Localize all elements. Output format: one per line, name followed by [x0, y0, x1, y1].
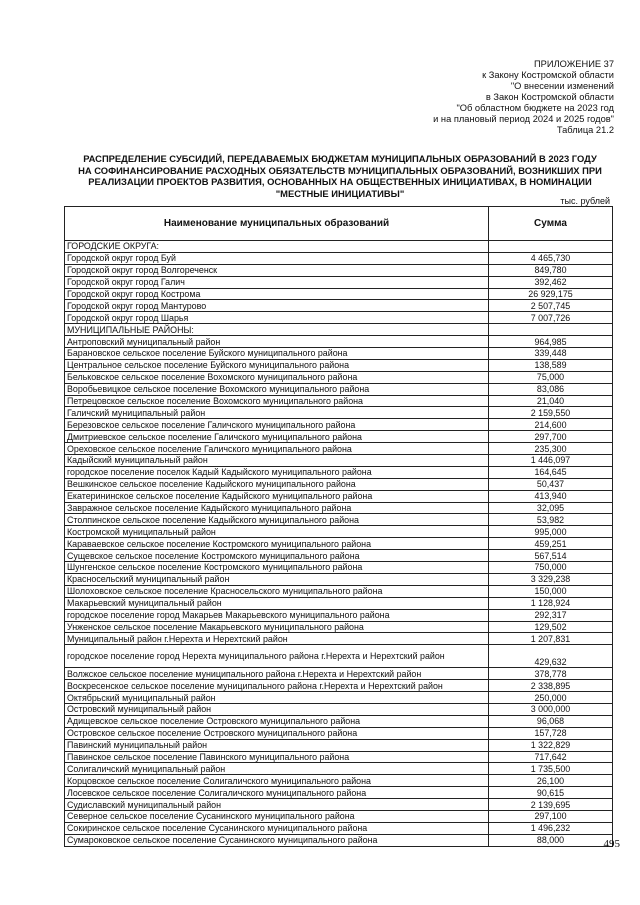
municipality-name: Завражное сельское поселение Кадыйского муниципального района [65, 502, 489, 514]
table-row [65, 502, 613, 514]
municipality-name: Ореховское сельское поселение Галичского муниципального района [65, 443, 489, 455]
municipality-name: Кадыйский муниципальный район [65, 455, 489, 467]
subsidy-amount: 2 338,895 [489, 680, 613, 692]
subsidy-amount: 129,502 [489, 621, 613, 633]
table-row [65, 252, 613, 264]
subsidy-amount: 750,000 [489, 562, 613, 574]
subsidy-amount: 1 207,831 [489, 633, 613, 645]
table-row [65, 431, 613, 443]
subsidy-amount: 4 465,730 [489, 252, 613, 264]
subsidy-amount: 1 322,829 [489, 739, 613, 751]
subsidy-amount: 2 159,550 [489, 407, 613, 419]
municipality-name: Сокиринское сельское поселение Сусанинского муниципального района [65, 822, 489, 834]
subsidy-amount: 235,300 [489, 443, 613, 455]
municipality-name: Шолоховское сельское поселение Красносельского муниципального района [65, 585, 489, 597]
municipality-name: Солигаличский муниципальный район [65, 763, 489, 775]
municipality-name: Городской округ город Шарья [65, 312, 489, 324]
table-row [65, 834, 613, 846]
subsidy-amount: 50,437 [489, 478, 613, 490]
subsidy-amount: 83,086 [489, 383, 613, 395]
municipality-name: Муниципальный район г.Нерехта и Нерехтский район [65, 633, 489, 645]
document-title [60, 153, 620, 199]
subsidy-amount: 429,632 [489, 645, 613, 668]
appendix-line: "Об областном бюджете на 2023 год [456, 103, 614, 113]
page-number: 495 [603, 838, 620, 850]
subsidy-amount: 7 007,726 [489, 312, 613, 324]
subsidy-amount: 250,000 [489, 692, 613, 704]
municipality-name: Сумароковское сельское поселение Сусанинского муниципального района [65, 834, 489, 846]
title-line: НА СОФИНАНСИРОВАНИЕ РАСХОДНЫХ ОБЯЗАТЕЛЬСТВ МУНИЦИПАЛЬНЫХ ОБРАЗОВАНИЙ, ВОЗНИКШИХ ПРИ [78, 164, 602, 176]
table-row [65, 775, 613, 787]
subsidy-amount: 3 329,238 [489, 573, 613, 585]
municipality-name: Городской округ город Кострома [65, 288, 489, 300]
table-row [65, 609, 613, 621]
municipality-name: Красносельский муниципальный район [65, 573, 489, 585]
subsidy-amount: 75,000 [489, 371, 613, 383]
table-row [65, 264, 613, 276]
table-row [65, 419, 613, 431]
subsidy-amount: 90,615 [489, 787, 613, 799]
municipality-name: Вешкинское сельское поселение Кадыйского муниципального района [65, 478, 489, 490]
municipality-name: Городской округ город Волгореченск [65, 264, 489, 276]
subsidy-amount: 157,728 [489, 727, 613, 739]
municipality-name: Северное сельское поселение Сусанинского муниципального района [65, 810, 489, 822]
municipality-name: Сущевское сельское поселение Костромского муниципального района [65, 550, 489, 562]
table-row [65, 645, 613, 668]
table-row [65, 538, 613, 550]
municipality-name: Центральное сельское поселение Буйского муниципального района [65, 359, 489, 371]
subsidy-amount: 297,700 [489, 431, 613, 443]
municipality-name: Воскресенское сельское поселение муниципального района г.Нерехта и Нерехтский район [65, 680, 489, 692]
municipality-name: Екатерининское сельское поселение Кадыйского муниципального района [65, 490, 489, 502]
municipality-name: Островское сельское поселение Островского муниципального района [65, 727, 489, 739]
subsidy-amount: 2 139,695 [489, 799, 613, 811]
table-body [65, 241, 613, 847]
municipality-name: городское поселение город Нерехта муниципального района г.Нерехта и Нерехтский район [65, 645, 489, 668]
table-row [65, 703, 613, 715]
table-row [65, 573, 613, 585]
subsidy-amount: 138,589 [489, 359, 613, 371]
table-row [65, 455, 613, 467]
table-row [65, 562, 613, 574]
subsidy-amount: 413,940 [489, 490, 613, 502]
table-row [65, 407, 613, 419]
municipality-name: Октябрьский муниципальный район [65, 692, 489, 704]
subsidy-amount: 1 496,232 [489, 822, 613, 834]
municipality-name: Антроповский муниципальный район [65, 336, 489, 348]
table-row [65, 288, 613, 300]
table-row [65, 633, 613, 645]
municipality-name: Костромской муниципальный район [65, 526, 489, 538]
header-name: Наименование муниципальных образований [65, 207, 489, 241]
table-row [65, 359, 613, 371]
subsidy-amount: 3 000,000 [489, 703, 613, 715]
table-row [65, 739, 613, 751]
table-row [65, 443, 613, 455]
municipality-name: Городской округ город Буй [65, 252, 489, 264]
municipality-name: Дмитриевское сельское поселение Галичского муниципального района [65, 431, 489, 443]
subsidy-amount: 392,462 [489, 276, 613, 288]
municipality-name: Волжское сельское поселение муниципального района г.Нерехта и Нерехтский район [65, 668, 489, 680]
subsidy-amount: 1 446,097 [489, 455, 613, 467]
subsidy-amount: 53,982 [489, 514, 613, 526]
subsidy-amount: 292,317 [489, 609, 613, 621]
table-row [65, 810, 613, 822]
municipality-name: Лосевское сельское поселение Солигаличского муниципального района [65, 787, 489, 799]
subsidy-amount: 717,642 [489, 751, 613, 763]
subsidy-amount: 378,778 [489, 668, 613, 680]
table-row [65, 490, 613, 502]
units-label: тыс. рублей [560, 196, 610, 206]
municipality-name: МУНИЦИПАЛЬНЫЕ РАЙОНЫ: [65, 324, 489, 336]
title-line: РЕАЛИЗАЦИИ ПРОЕКТОВ РАЗВИТИЯ, ОСНОВАННЫХ НА ОБЩЕСТВЕННЫХ ИНИЦИАТИВАХ, В НОМИНАЦИИ [88, 176, 592, 188]
table-row [65, 324, 613, 336]
table-row [65, 348, 613, 360]
table-row [65, 395, 613, 407]
subsidy-amount: 339,448 [489, 348, 613, 360]
table-row [65, 668, 613, 680]
municipality-name: Адищевское сельское поселение Островского муниципального района [65, 715, 489, 727]
municipality-name: Шунгенское сельское поселение Костромского муниципального района [65, 562, 489, 574]
subsidy-amount: 164,645 [489, 466, 613, 478]
table-row [65, 466, 613, 478]
subsidy-amount: 567,514 [489, 550, 613, 562]
table-row [65, 787, 613, 799]
municipality-name: Березовское сельское поселение Галичского муниципального района [65, 419, 489, 431]
table-row [65, 526, 613, 538]
appendix-line: в Закон Костромской области [485, 92, 614, 102]
header-sum: Сумма [489, 207, 613, 241]
table-row [65, 799, 613, 811]
table-row [65, 680, 613, 692]
municipality-name: Павинский муниципальный район [65, 739, 489, 751]
municipality-name: Барановское сельское поселение Буйского муниципального района [65, 348, 489, 360]
municipality-name: Бельковское сельское поселение Вохомского муниципального района [65, 371, 489, 383]
subsidy-amount: 150,000 [489, 585, 613, 597]
appendix-header [314, 59, 614, 136]
municipality-name: Петрецовское сельское поселение Вохомского муниципального района [65, 395, 489, 407]
subsidy-amount: 964,985 [489, 336, 613, 348]
municipality-name: Городской округ город Галич [65, 276, 489, 288]
municipality-name: Унженское сельское поселение Макарьевского муниципального района [65, 621, 489, 633]
table-row [65, 383, 613, 395]
subsidy-amount [489, 241, 613, 253]
municipality-name: городское поселение город Макарьев Макарьевского муниципального района [65, 609, 489, 621]
municipality-name: Павинское сельское поселение Павинского муниципального района [65, 751, 489, 763]
table-row [65, 336, 613, 348]
table-row [65, 715, 613, 727]
subsidy-amount: 1 735,500 [489, 763, 613, 775]
municipality-name: Судиславский муниципальный район [65, 799, 489, 811]
appendix-line: "О внесении изменений [510, 81, 614, 91]
subsidy-table [64, 206, 613, 847]
table-row [65, 751, 613, 763]
municipality-name: Галичский муниципальный район [65, 407, 489, 419]
table-row [65, 514, 613, 526]
table-row [65, 822, 613, 834]
municipality-name: ГОРОДСКИЕ ОКРУГА: [65, 241, 489, 253]
subsidy-amount: 26 929,175 [489, 288, 613, 300]
table-row [65, 585, 613, 597]
subsidy-amount [489, 324, 613, 336]
subsidy-amount: 297,100 [489, 810, 613, 822]
subsidy-amount: 995,000 [489, 526, 613, 538]
title-line: РАСПРЕДЕЛЕНИЕ СУБСИДИЙ, ПЕРЕДАВАЕМЫХ БЮДЖЕТАМ МУНИЦИПАЛЬНЫХ ОБРАЗОВАНИЙ В 2023 ГОДУ [83, 153, 597, 164]
municipality-name: Корцовское сельское поселение Солигаличского муниципального района [65, 775, 489, 787]
table-header-row [65, 207, 613, 241]
subsidy-amount: 459,251 [489, 538, 613, 550]
municipality-name: Воробьевицкое сельское поселение Вохомского муниципального района [65, 383, 489, 395]
table-row [65, 727, 613, 739]
table-row [65, 763, 613, 775]
table-row [65, 312, 613, 324]
subsidy-amount: 849,780 [489, 264, 613, 276]
subsidy-amount: 96,068 [489, 715, 613, 727]
municipality-name: Островский муниципальный район [65, 703, 489, 715]
table-row [65, 276, 613, 288]
subsidy-amount: 214,600 [489, 419, 613, 431]
municipality-name: Караваевское сельское поселение Костромского муниципального района [65, 538, 489, 550]
subsidy-amount: 21,040 [489, 395, 613, 407]
subsidy-amount: 88,000 [489, 834, 613, 846]
municipality-name: Макарьевский муниципальный район [65, 597, 489, 609]
table-row [65, 692, 613, 704]
municipality-name: Столпинское сельское поселение Кадыйского муниципального района [65, 514, 489, 526]
table-row [65, 478, 613, 490]
appendix-line: к Закону Костромской области [482, 70, 614, 80]
appendix-line: Таблица 21.2 [556, 125, 614, 135]
title-line: "МЕСТНЫЕ ИНИЦИАТИВЫ" [275, 187, 405, 199]
table-row [65, 621, 613, 633]
table-row [65, 550, 613, 562]
municipality-name: городское поселение поселок Кадый Кадыйского муниципального района [65, 466, 489, 478]
subsidy-amount: 32,095 [489, 502, 613, 514]
subsidy-amount: 26,100 [489, 775, 613, 787]
appendix-line: ПРИЛОЖЕНИЕ 37 [534, 59, 614, 69]
subsidy-amount: 2 507,745 [489, 300, 613, 312]
table-row [65, 371, 613, 383]
table-row [65, 597, 613, 609]
table-row [65, 300, 613, 312]
municipality-name: Городской округ город Мантурово [65, 300, 489, 312]
appendix-line: и на плановый период 2024 и 2025 годов" [433, 114, 614, 124]
table-row [65, 241, 613, 253]
subsidy-amount: 1 128,924 [489, 597, 613, 609]
